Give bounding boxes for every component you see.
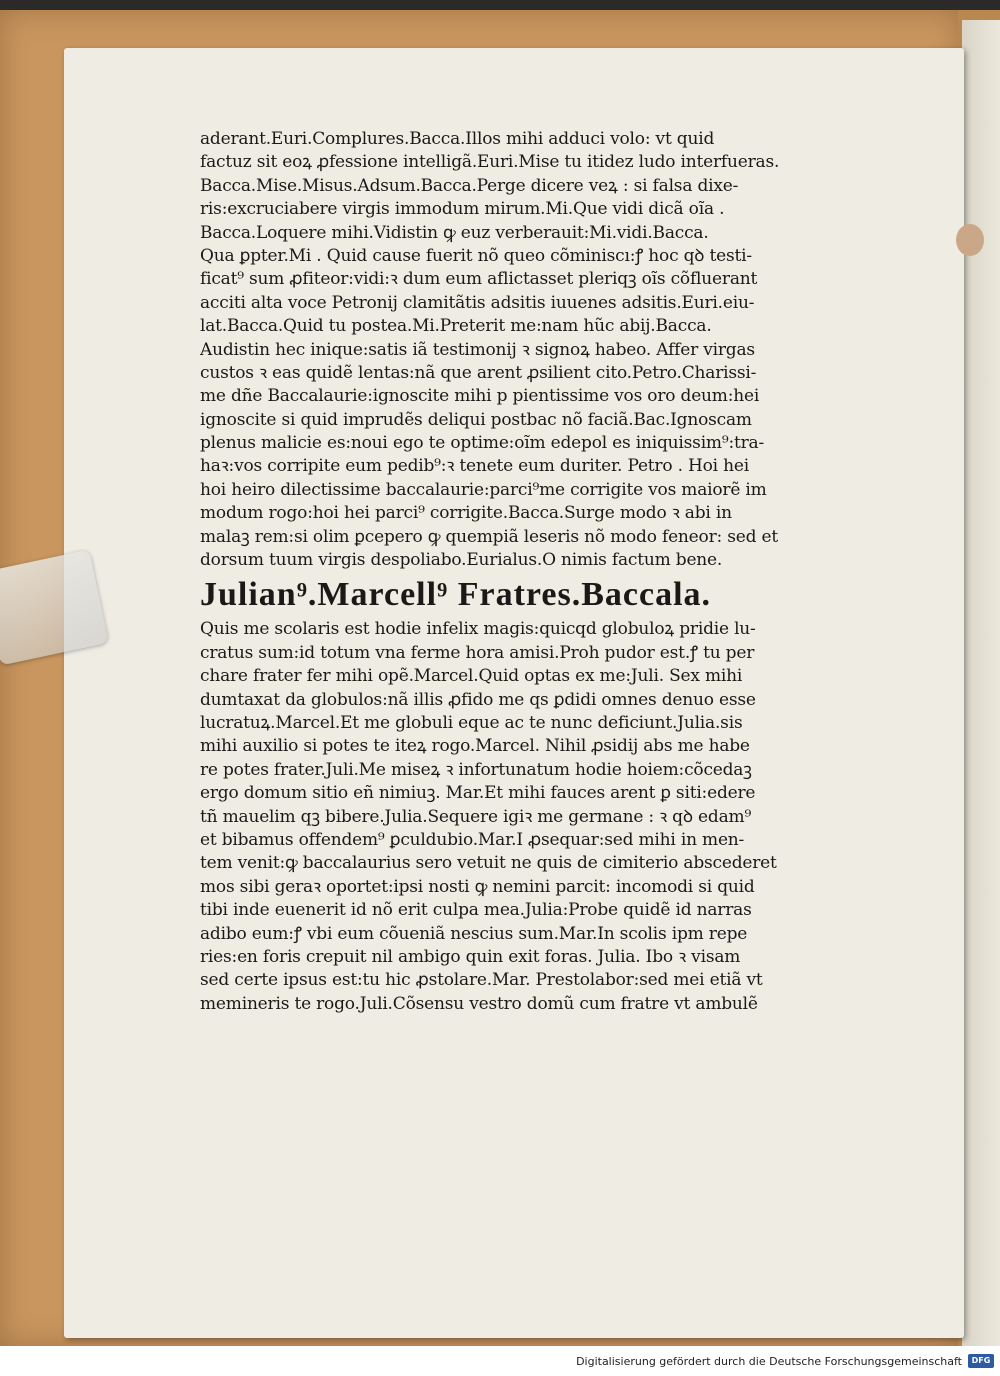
text-line: dorsum tuum virgis despoliabo.Eurialus.O nimis factum bene.	[200, 550, 723, 571]
text-line: lat.Bacca.Quid tu postea.Mi.Preterit me:nam hũc abij.Bacca.	[200, 316, 712, 337]
text-line: factuz sit eoꝝ ꝓfessione intelligã.Euri.Mise tu itidez ludo interfueras.	[200, 152, 780, 173]
text-line: ris:excruciabere virgis immodum mirum.Mi.Que vidi dicã oĩa .	[200, 199, 725, 220]
text-line: ergo domum sitio eñ nimiuꝫ. Mar.Et mihi fauces arent ꝑ siti:edere	[200, 783, 756, 804]
text-line: dumtaxat da globulos:nã illis ꝓfido me qs ꝑdidi omnes denuo esse	[200, 689, 756, 710]
text-line: modum rogo:hoi hei parci⁹ corrigite.Bacca.Surge modo ꝛ abi in	[200, 503, 732, 524]
funding-notice: Digitalisierung gefördert durch die Deutsche Forschungsgemeinschaft	[576, 1355, 962, 1368]
text-line: cratus sum:id totum vna ferme hora amisi.Proh pudor est.ꝭ tu per	[200, 642, 755, 663]
text-line: custos ꝛ eas quidẽ lentas:nã que arent ꝓsilient cito.Petro.Charissi-	[200, 362, 757, 383]
paper-stain	[956, 224, 984, 256]
text-line: me dñe Baccalaurie:ignoscite mihi p pientissime vos oro deum:hei	[200, 386, 760, 407]
text-line: memineris te rogo.Juli.Cõsensu vestro domũ cum fratre vt ambulẽ	[200, 993, 758, 1014]
text-line: mihi auxilio si potes te iteꝝ rogo.Marcel. Nihil ꝓsidij abs me habe	[200, 736, 750, 757]
text-section-before-heading	[200, 128, 860, 572]
text-line: aderant.Euri.Complures.Bacca.Illos mihi adduci volo: vt quid	[200, 129, 715, 149]
text-line: ficat⁹ sum ꝓfiteor:vidi:ꝛ dum eum aflictasset pleriqꝫ oĩs cõfluerant	[200, 269, 758, 290]
text-line: tñ mauelim qꝫ bibere.Julia.Sequere igiꝛ me germane : ꝛ qꝺ edam⁹	[200, 806, 752, 827]
text-line: sed certe ipsus est:tu hic ꝓstolare.Mar. Prestolabor:sed mei etiã vt	[200, 970, 763, 991]
text-line: Qua ꝑpter.Mi . Quid cause fuerit nõ queo cõminiscı:ꝭ hoc qꝺ testi-	[200, 245, 752, 266]
text-line: re potes frater.Juli.Me miseꝝ ꝛ infortunatum hodie hoiem:cõcedaꝫ	[200, 759, 752, 780]
text-line: tibi inde euenerit id nõ erit culpa mea.Julia:Probe quidẽ id narras	[200, 900, 752, 921]
text-line: hoi heiro dilectissime baccalaurie:parci⁹me corrigite vos maiorẽ im	[200, 479, 767, 500]
text-section-after-heading	[200, 618, 860, 1016]
text-line: lucratuꝝ.Marcel.Et me globuli eque ac te nunc deficiunt.Julia.sis	[200, 712, 743, 733]
text-line: ignoscite si quid imprudẽs deliqui postbac nõ faciã.Bac.Ignoscam	[200, 409, 752, 430]
section-heading: Julian⁹.Marcell⁹ Fratres.Baccala.	[200, 576, 712, 614]
page-text	[200, 128, 860, 1016]
text-line: acciti alta voce Petronij clamitãtis adsitis iuuenes adsitis.Euri.eiu-	[200, 292, 755, 313]
text-line: malaꝫ rem:si olim ꝑcepero ꝙ quempiã leseris nõ modo feneor: sed et	[200, 526, 778, 547]
text-line: chare frater fer mihi opẽ.Marcel.Quid optas ex me:Juli. Sex mihi	[200, 666, 743, 687]
text-line: tem venit:ꝙ baccalaurius sero vetuit ne quis de cimiterio abscederet	[200, 853, 777, 874]
text-line: Quis me scolaris est hodie infelix magis:quicqd globuloꝝ pridie lu-	[200, 619, 756, 640]
text-line: mos sibi geraꝛ oportet:ipsi nosti ꝙ nemini parcit: incomodi si quid	[200, 876, 755, 897]
text-line: Bacca.Mise.Misus.Adsum.Bacca.Perge dicere veꝝ : si falsa dixe-	[200, 175, 739, 196]
text-line: ries:en foris crepuit nil ambigo quin exit foras. Julia. Ibo ꝛ visam	[200, 946, 741, 967]
footer-bar	[0, 1346, 1000, 1376]
adjacent-page-edge	[962, 20, 1000, 1346]
text-line: haꝛ:vos corripite eum pedib⁹:ꝛ tenete eum duriter. Petro . Hoi hei	[200, 456, 749, 477]
text-line: plenus malicie es:noui ego te optime:oĩm edepol es iniquissim⁹:tra-	[200, 433, 765, 454]
text-line: adibo eum:ꝭ vbi eum cõueniã nescius sum.Mar.In scolis ipm repe	[200, 923, 748, 944]
text-line: Audistin hec inique:satis iã testimonij ꝛ signoꝝ habeo. Affer virgas	[200, 339, 755, 360]
text-line: Bacca.Loquere mihi.Vidistin ꝙ euz verberauit:Mi.vidi.Bacca.	[200, 222, 709, 243]
dfg-logo-icon: DFG	[968, 1354, 994, 1368]
text-line: et bibamus offendem⁹ ꝑculdubio.Mar.I ꝓsequar:sed mihi in men-	[200, 829, 745, 850]
